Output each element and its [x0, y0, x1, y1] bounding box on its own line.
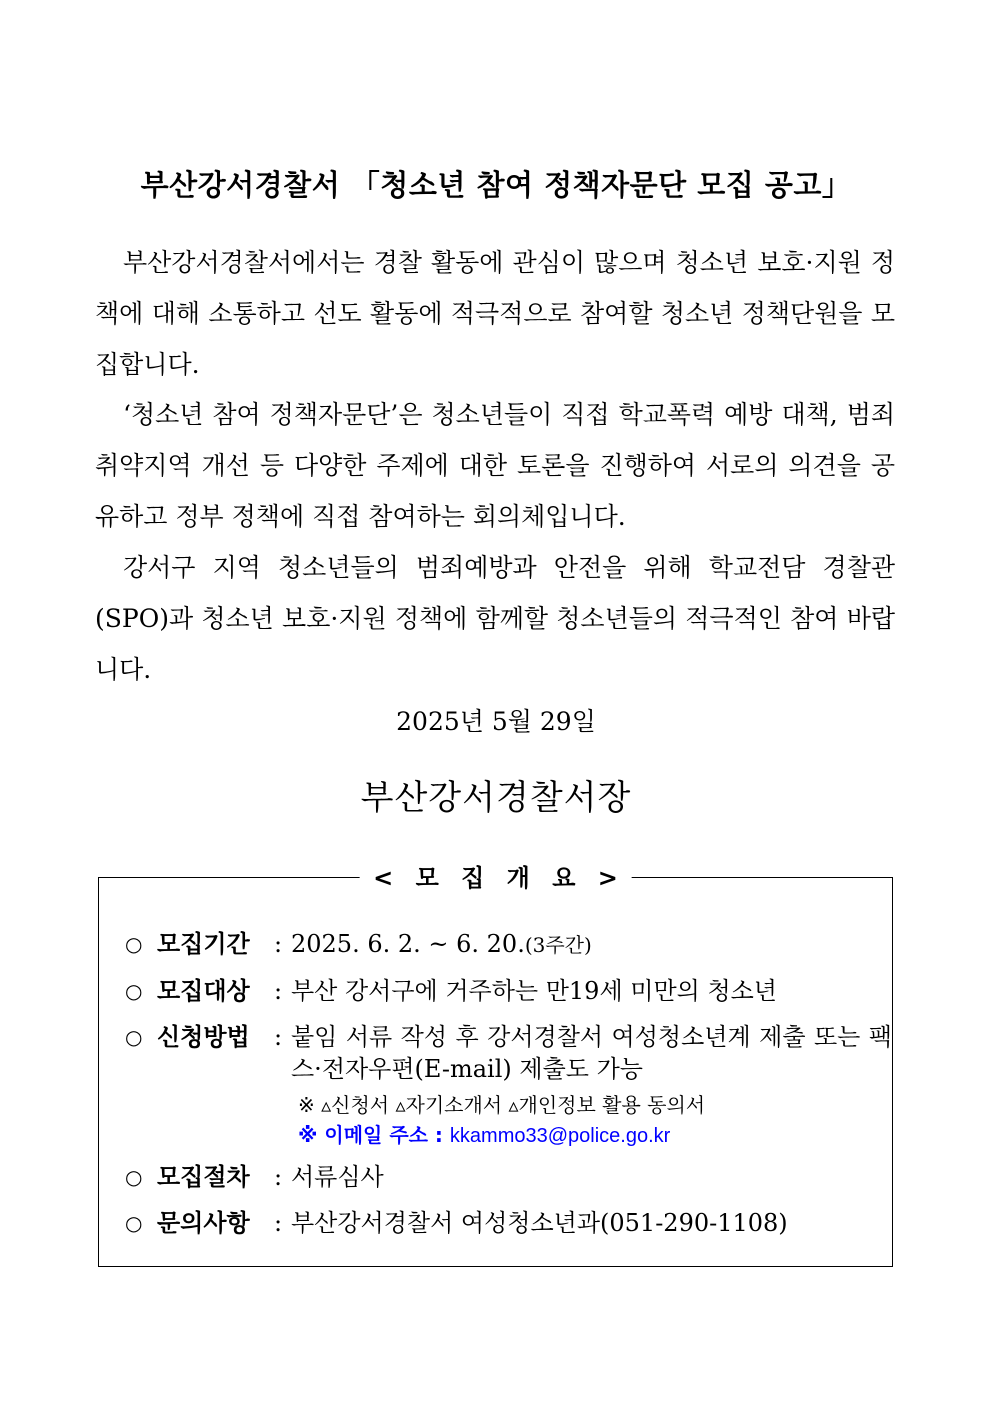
issuer-name: 부산강서경찰서장 [360, 778, 632, 818]
bullet-icon: ○ [125, 932, 143, 956]
method-label: 신청방법 [157, 1023, 250, 1051]
bullet-icon: ○ [125, 979, 143, 1003]
paragraph-appeal [95, 542, 895, 695]
period-value [291, 928, 984, 961]
bullet-icon: ○ [125, 1211, 143, 1235]
overview-row-period [125, 928, 984, 961]
method-value: 붙임 서류 작성 후 강서경찰서 여성청소년계 제출 또는 팩스·전자우편(E-mail) 제출도 가능 [291, 1023, 892, 1083]
email-line [298, 1121, 670, 1150]
overview-row-method [125, 1021, 892, 1085]
overview-row-procedure [125, 1161, 984, 1193]
procedure-label: 모집절차 [157, 1163, 250, 1191]
procedure-value: 서류심사 [291, 1163, 384, 1191]
email-address: kkammo33@police.go.kr [449, 1125, 671, 1147]
notice-title: 부산강서경찰서 「청소년 참여 정책자문단 모집 공고」 [140, 168, 852, 202]
paragraph-intro [95, 237, 895, 390]
paragraph-description-text: ‘청소년 참여 정책자문단’은 청소년들이 직접 학교폭력 예방 대책, 범죄취약지역 개선 등 다양한 주제에 대한 토론을 진행하여 서로의 의견을 공유하고 정부 정책에 직접 참여하는 회의체입니다. [95, 400, 895, 531]
paragraph-intro-text: 부산강서경찰서에서는 경찰 활동에 관심이 많으며 청소년 보호·지원 정책에 대해 소통하고 선도 활동에 적극적으로 참여할 청소년 정책단원을 모집합니다. [95, 248, 895, 379]
target-value: 부산 강서구에 거주하는 만19세 미만의 청소년 [291, 977, 777, 1005]
inquiry-value: 부산강서경찰서 여성청소년과(051-290-1108) [291, 1209, 788, 1237]
period-label: 모집기간 [157, 930, 250, 958]
bullet-icon: ○ [125, 1165, 143, 1189]
period-dates: 2025. 6. 2. ~ 6. 20. [291, 930, 525, 958]
notice-date: 2025년 5월 29일 [396, 707, 596, 736]
inquiry-label: 문의사항 [157, 1209, 250, 1237]
colon: : [273, 1023, 283, 1051]
attachments-note: ※ ▵신청서 ▵자기소개서 ▵개인정보 활용 동의서 [298, 1093, 706, 1117]
colon: : [273, 977, 283, 1005]
target-label: 모집대상 [157, 977, 250, 1005]
paragraph-description [95, 389, 895, 542]
overview-row-target [125, 975, 984, 1007]
bullet-icon: ○ [125, 1025, 143, 1049]
colon: : [273, 1163, 283, 1191]
overview-heading: < 모 집 개 요 > [359, 858, 632, 893]
period-note: (3주간) [524, 933, 592, 957]
overview-row-inquiry [125, 1207, 984, 1239]
paragraph-appeal-text: 강서구 지역 청소년들의 범죄예방과 안전을 위해 학교전담 경찰관(SPO)과 청소년 보호·지원 정책에 함께할 청소년들의 적극적인 참여 바랍니다. [95, 553, 895, 684]
email-label: ※ 이메일 주소 : [298, 1123, 443, 1147]
colon: : [273, 1209, 283, 1237]
colon: : [273, 930, 283, 958]
